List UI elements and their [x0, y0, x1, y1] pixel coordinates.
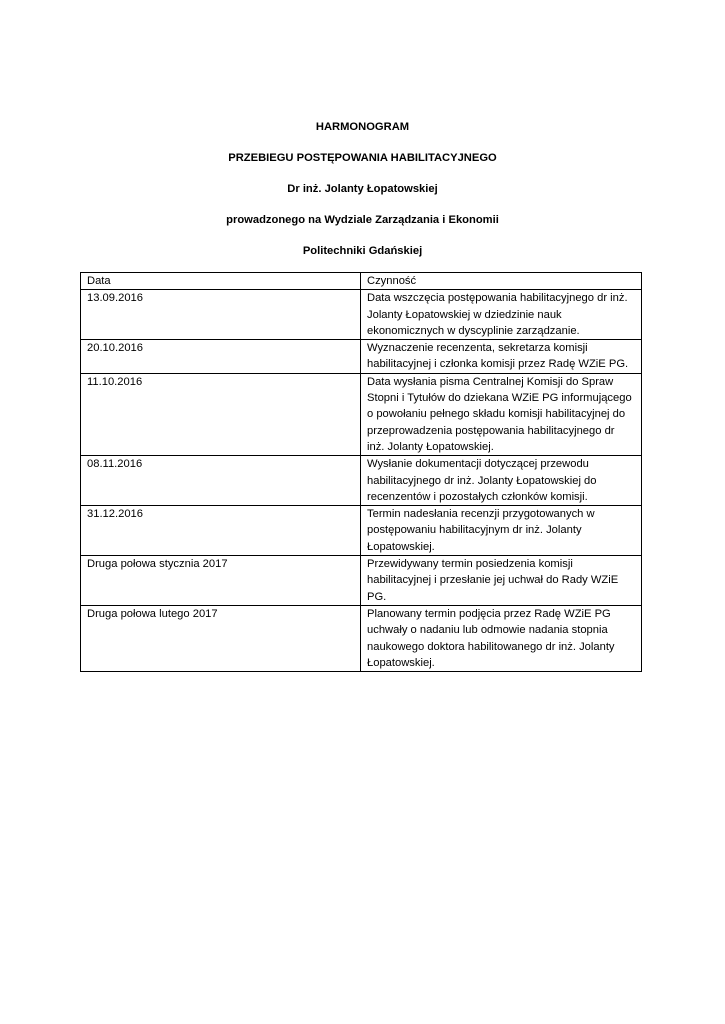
row-activity: Planowany termin podjęcia przez Radę WZiE PG uchwały o nadaniu lub odmowie nadania stopnia naukowego doktora habilitowanego dr inż. Jolanty Łopatowskiej. — [361, 605, 642, 671]
table-row — [81, 605, 642, 671]
row-date: Druga połowa stycznia 2017 — [81, 556, 361, 606]
table-row — [81, 556, 642, 606]
row-activity: Data wysłania pisma Centralnej Komisji do Spraw Stopni i Tytułów do dziekana WZiE PG informującego o powołaniu pełnego składu komisji habilitacyjnej do przeprowadzenia postępowania habilitacyjnego dr inż. Jolanty Łopatowskiej. — [361, 373, 642, 455]
table-row — [81, 340, 642, 374]
schedule-table — [80, 272, 642, 672]
document-subtitle: PRZEBIEGU POSTĘPOWANIA HABILITACYJNEGO — [228, 152, 497, 164]
candidate-name: Dr inż. Jolanty Łopatowskiej — [287, 183, 438, 195]
table-row — [81, 290, 642, 340]
column-header-date: Data — [81, 273, 361, 290]
row-date: 20.10.2016 — [81, 340, 361, 374]
row-activity: Wyznaczenie recenzenta, sekretarza komisji habilitacyjnej i członka komisji przez Radę WZiE PG. — [361, 340, 642, 374]
row-activity: Termin nadesłania recenzji przygotowanych w postępowaniu habilitacyjnym dr inż. Jolanty Łopatowskiej. — [361, 506, 642, 556]
row-date: Druga połowa lutego 2017 — [81, 605, 361, 671]
faculty-line: prowadzonego na Wydziale Zarządzania i Ekonomii — [226, 214, 499, 226]
row-activity: Wysłanie dokumentacji dotyczącej przewodu habilitacyjnego dr inż. Jolanty Łopatowskiej do recenzentów i pozostałych członków komisji. — [361, 456, 642, 506]
row-activity: Data wszczęcia postępowania habilitacyjnego dr inż. Jolanty Łopatowskiej w dziedzinie nauk ekonomicznych w dyscyplinie zarządzanie. — [361, 290, 642, 340]
table-row — [81, 506, 642, 556]
row-activity: Przewidywany termin posiedzenia komisji habilitacyjnej i przesłanie jej uchwał do Rady WZiE PG. — [361, 556, 642, 606]
university-line: Politechniki Gdańskiej — [302, 245, 423, 257]
table-header-row — [81, 273, 642, 290]
table-row — [81, 373, 642, 455]
row-date: 31.12.2016 — [81, 506, 361, 556]
row-date: 08.11.2016 — [81, 456, 361, 506]
row-date: 11.10.2016 — [81, 373, 361, 455]
row-date: 13.09.2016 — [81, 290, 361, 340]
table-row — [81, 456, 642, 506]
document-title: HARMONOGRAM — [315, 121, 410, 133]
column-header-activity: Czynność — [361, 273, 642, 290]
